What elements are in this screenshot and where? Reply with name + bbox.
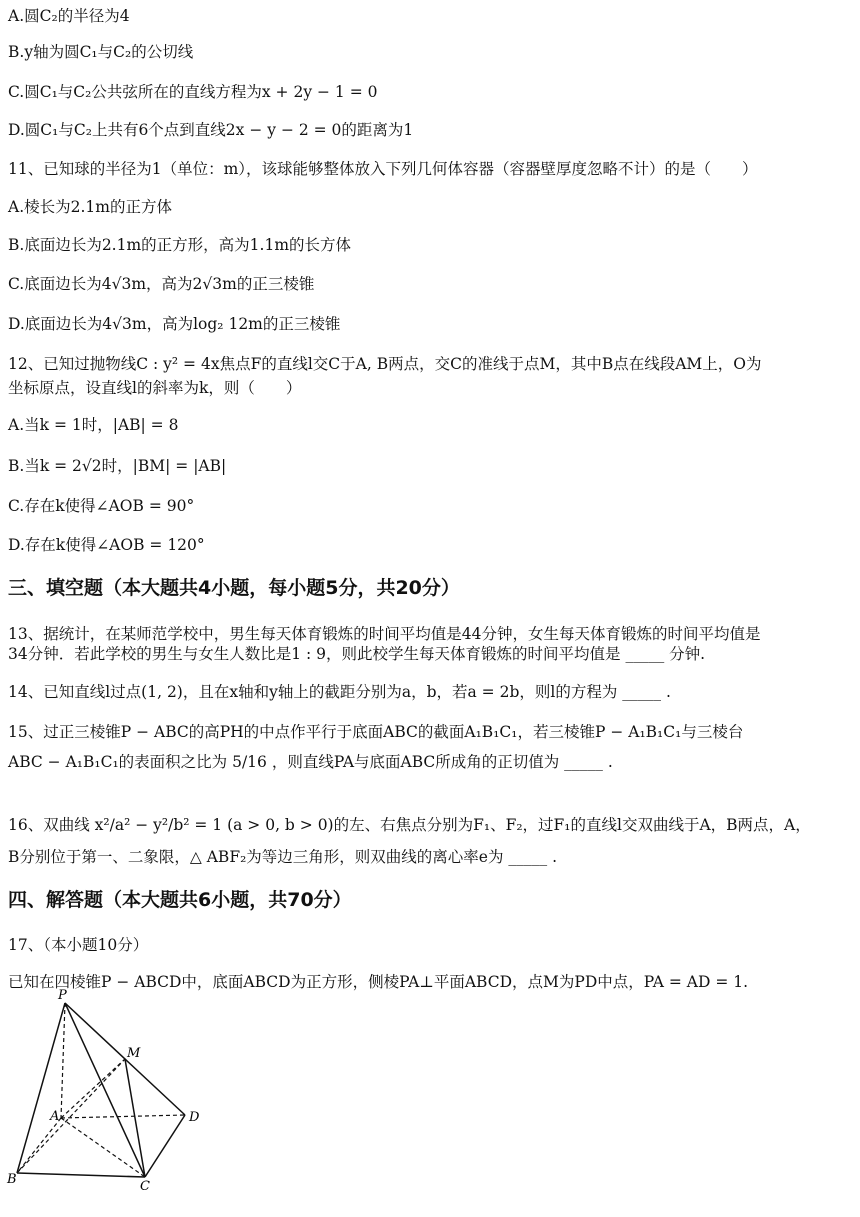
edge-mc (125, 1059, 145, 1177)
edge-am (61, 1059, 125, 1118)
edge-cd (145, 1115, 185, 1177)
edge-ad (61, 1115, 185, 1118)
edge-bc (17, 1173, 145, 1177)
text-line: D.圆C₁与C₂上共有6个点到直线2x − y − 2 = 0的距离为1 (8, 121, 414, 139)
edge-ab (17, 1118, 61, 1173)
label-d: D (189, 1110, 200, 1125)
edge-ac (61, 1118, 145, 1177)
text-line: C.圆C₁与C₂公共弦所在的直线方程为x + 2y − 1 = 0 (8, 83, 378, 101)
text-line: D.底面边长为4√3m，高为log₂ 12m的正三棱锥 (8, 315, 341, 333)
section-heading: 四、解答题（本大题共6小题，共70分） (8, 889, 352, 911)
text-line: B.当k = 2√2时，|BM| = |AB| (8, 457, 227, 475)
label-p: P (58, 988, 67, 1003)
text-line: 11、已知球的半径为1（单位：m），该球能够整体放入下列几何体容器（容器壁厚度忽略不计）的是（ ） (8, 160, 758, 178)
text-line: 13、据统计，在某师范学校中，男生每天体育锻炼的时间平均值是44分钟，女生每天体育锻炼的时间平均值是 (8, 625, 761, 643)
text-line: ABC − A₁B₁C₁的表面积之比为 5/16 ，则直线PA与底面ABC所成角的正切值为 _____ . (8, 753, 613, 771)
label-m: M (127, 1046, 141, 1061)
text-line: 14、已知直线l过点(1, 2)，且在x轴和y轴上的截距分别为a，b，若a = 2b，则l的方程为 _____ . (8, 683, 671, 701)
label-a: A (50, 1109, 60, 1124)
text-line: C.底面边长为4√3m，高为2√3m的正三棱锥 (8, 275, 315, 293)
text-line: B.底面边长为2.1m的正方形，高为1.1m的长方体 (8, 236, 352, 254)
text-line: 12、已知过抛物线C : y² = 4x焦点F的直线l交C于A, B两点，交C的准线于点M，其中B点在线段AM上，O为 (8, 355, 762, 373)
edge-pc (65, 1003, 145, 1177)
text-line: A.当k = 1时，|AB| = 8 (8, 416, 179, 434)
text-line: A.圆C₂的半径为4 (8, 7, 130, 25)
text-line: 已知在四棱锥P − ABCD中，底面ABCD为正方形，侧棱PA⊥平面ABCD，点M为PD中点，PA = AD = 1. (8, 973, 749, 991)
text-line: B.y轴为圆C₁与C₂的公切线 (8, 43, 194, 61)
text-line: 15、过正三棱锥P − ABC的高PH的中点作平行于底面ABC的截面A₁B₁C₁，若三棱锥P − A₁B₁C₁与三棱台 (8, 723, 744, 741)
text-line: D.存在k使得∠AOB = 120° (8, 536, 205, 554)
text-line: 17、（本小题10分） (8, 936, 149, 954)
text-line: 16、双曲线 x²/a² − y²/b² = 1 (a > 0, b > 0)的左、右焦点分别为F₁、F₂，过F₁的直线l交双曲线于A，B两点，A， (8, 816, 811, 834)
pyramid-figure (5, 985, 215, 1190)
label-b: B (7, 1172, 17, 1187)
text-line: 34分钟．若此学校的男生与女生人数比是1 : 9，则此校学生每天体育锻炼的时间平均值是 _____ 分钟. (8, 645, 706, 663)
edge-pa (61, 1003, 65, 1118)
label-c: C (140, 1179, 150, 1190)
text-line: C.存在k使得∠AOB = 90° (8, 497, 195, 515)
text-line: A.棱长为2.1m的正方体 (8, 198, 172, 216)
section-heading: 三、填空题（本大题共4小题，每小题5分，共20分） (8, 577, 460, 599)
text-line: B分别位于第一、二象限，△ ABF₂为等边三角形，则双曲线的离心率e为 _____ . (8, 848, 557, 866)
text-line: 坐标原点，设直线l的斜率为k，则（ ） (8, 379, 302, 397)
